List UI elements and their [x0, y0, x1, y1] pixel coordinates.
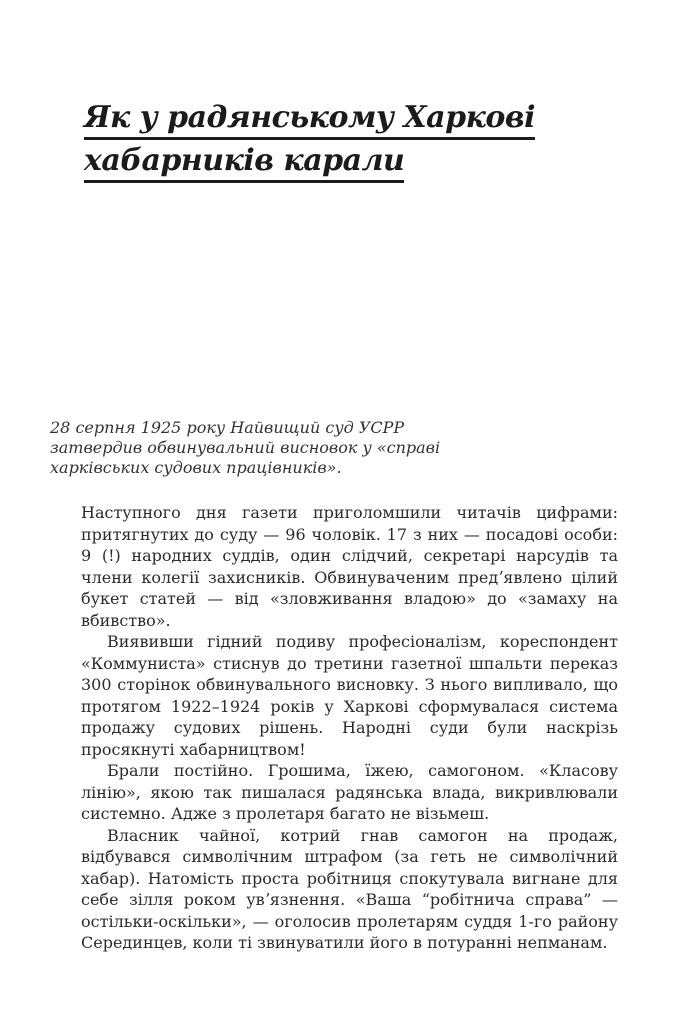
paragraph-2: Виявивши гідний подиву професіоналізм, кореспондент «Коммуниста» стиснув до третини газетної шпальти переказ 300 сторінок обвинувального висновку. З нього випливало, що протягом 1922–1924 років у Харкові сформувалася система продажу судових рішень. Народні суди були наскрізь просякнуті хабарництвом! [81, 632, 618, 759]
epigraph-line-1: 28 серпня 1925 року Найвищий суд УСРР [50, 418, 405, 437]
epigraph [50, 418, 440, 478]
chapter-title-line-2: хабарників карали [84, 145, 404, 183]
chapter-title-line-1: Як у радянському Харкові [84, 102, 535, 140]
epigraph-line-3: харківських судових працівників». [50, 458, 342, 477]
paragraph-3: Брали постійно. Грошима, їжею, самогоном. «Класову лінію», якою так пишалася радянська влада, викривлювали системно. Адже з пролетаря багато не візьмеш. [81, 761, 618, 823]
chapter-title [84, 102, 535, 188]
epigraph-line-2: затвердив обвинувальний висновок у «справі [50, 438, 441, 457]
paragraph-1: Наступного дня газети приголомшили читачів цифрами: притягнутих до суду — 96 чоловік. 17 з них — посадові особи: 9 (!) народних суддів, один слідчий, секретарі нарсудів та члени колегії захисників. Обвинуваченим предʼявлено цілий букет статей — від «зловживання владою» до «замаху на вбивство». [81, 503, 618, 630]
body-text [81, 502, 618, 954]
paragraph-4: Власник чайної, котрий гнав самогон на продаж, відбувався символічним штрафом (за геть не символічний хабар). Натомість проста робітниця спокутувала вигнане для себе зілля роком увʼязнення. «Ваша “робітнича справа” — остільки-оскільки», — оголосив пролетарям суддя 1-го району Серединцев, коли ті звинуватили його в потуранні непманам. [81, 825, 618, 952]
